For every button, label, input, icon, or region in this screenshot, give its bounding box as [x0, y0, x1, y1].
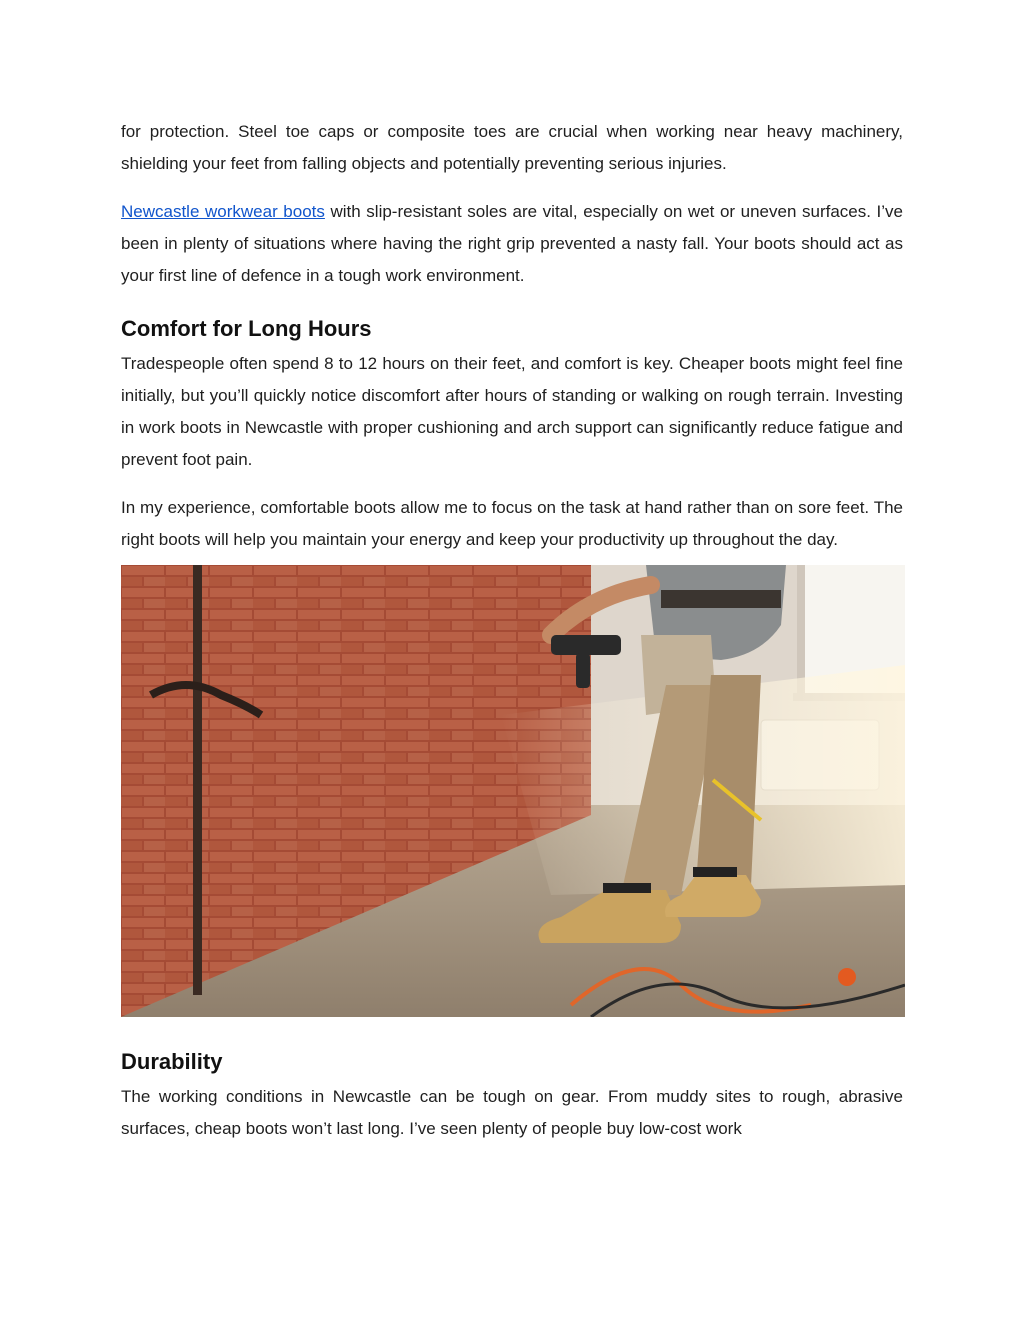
paragraph-slip-resistant: [121, 196, 903, 292]
paragraph-protection: for protection. Steel toe caps or composite toes are crucial when working near heavy machinery, shielding your feet from falling objects and potentially preventing serious injuries.: [121, 122, 903, 173]
heading-durability: Durability: [121, 1049, 223, 1074]
heading-comfort: Comfort for Long Hours: [121, 316, 372, 341]
photo-illustration: [121, 565, 905, 1017]
paragraph-slip-resistant-text: with slip-resistant soles are vital, especially on wet or uneven surfaces. I’ve been in plenty of situations where having the right grip prevented a nasty fall. Your boots should act as your first line of defence in a tough work environment.: [121, 202, 903, 285]
document-page: [121, 116, 903, 1145]
paragraph-experience: In my experience, comfortable boots allow me to focus on the task at hand rather than on sore feet. The right boots will help you maintain your energy and keep your productivity up throughout the day.: [121, 498, 903, 549]
paragraph-comfort: Tradespeople often spend 8 to 12 hours on their feet, and comfort is key. Cheaper boots might feel fine initially, but you’ll quickly notice discomfort after hours of standing or walking on rough terrain. Investing in work boots in Newcastle with proper cushioning and arch support can significantly reduce fatigue and prevent foot pain.: [121, 354, 903, 469]
construction-worker-photo: [121, 565, 905, 1017]
workwear-boots-link[interactable]: Newcastle workwear boots: [121, 202, 325, 221]
paragraph-durability: The working conditions in Newcastle can be tough on gear. From muddy sites to rough, abrasive surfaces, cheap boots won’t last long. I’ve seen plenty of people buy low-cost work: [121, 1087, 903, 1138]
